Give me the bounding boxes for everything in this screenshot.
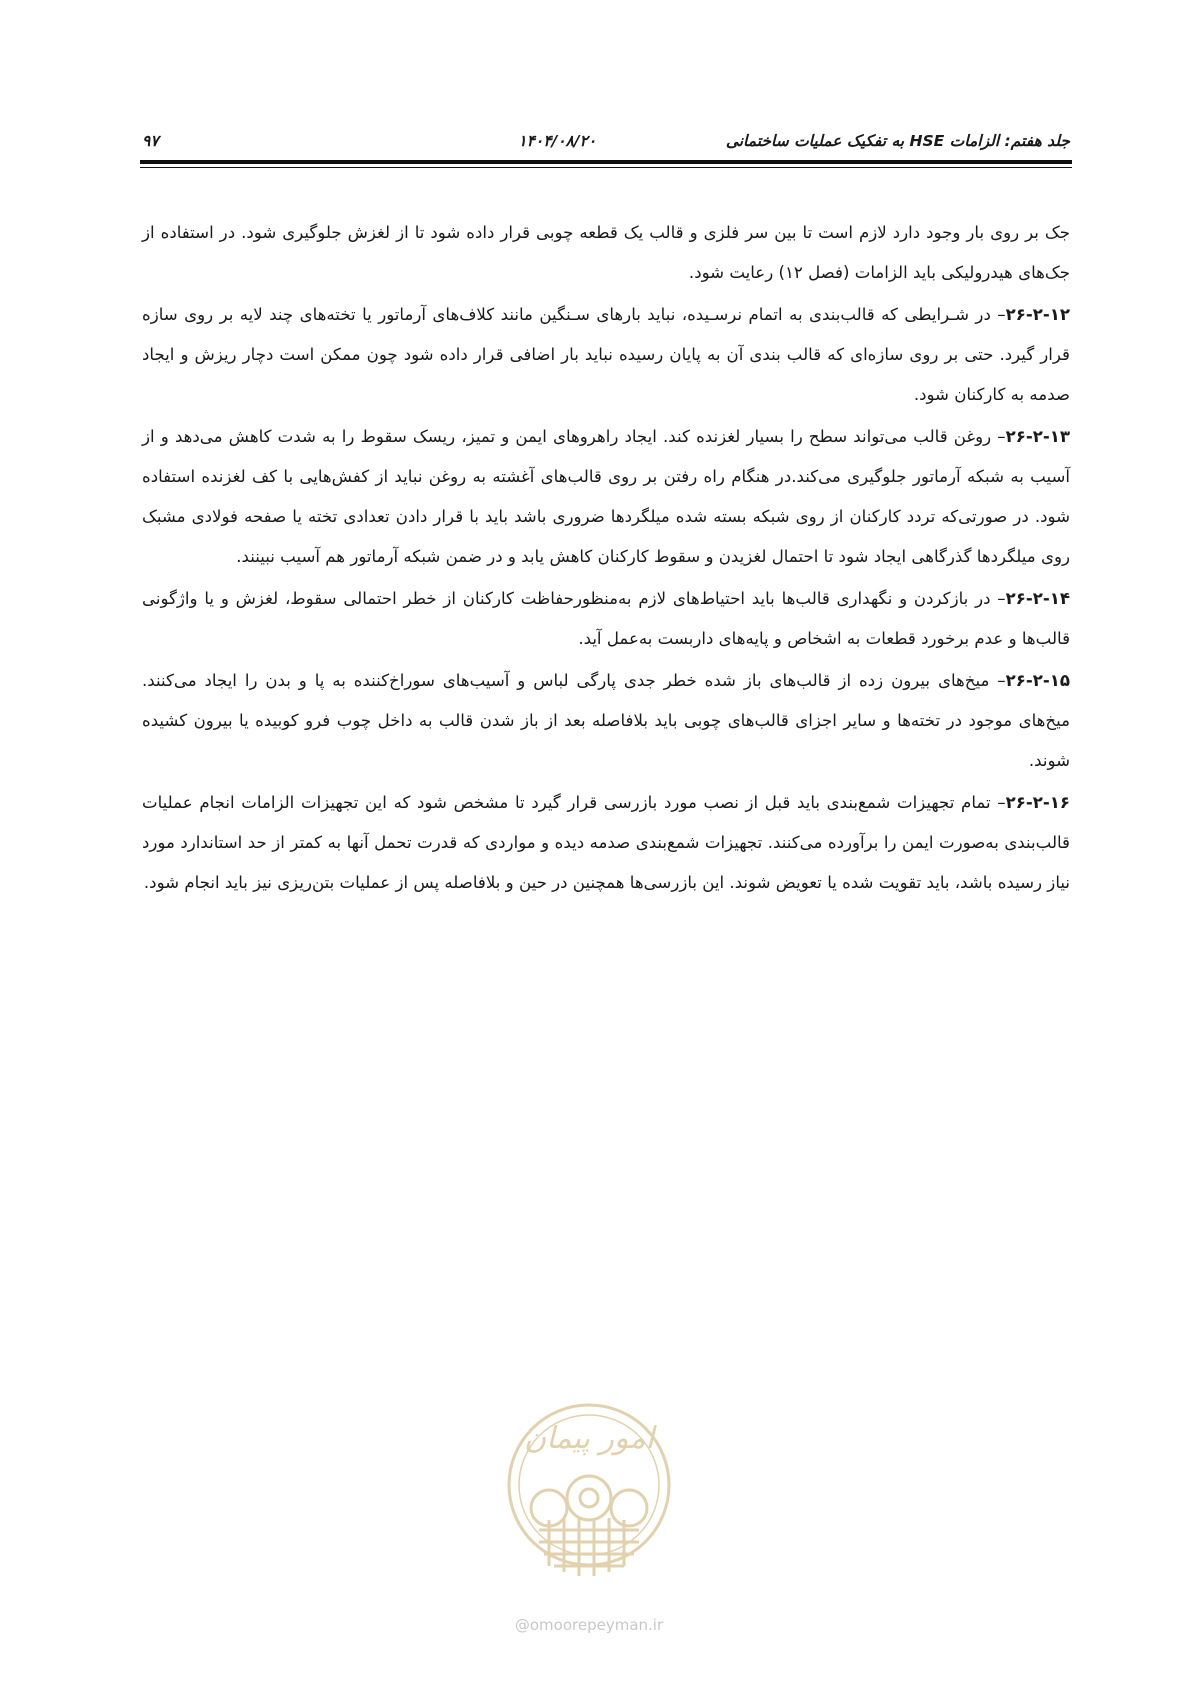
paragraph-text: جک بر روی بار وجود دارد لازم است تا بین سر فلزی و قالب یک قطعه چوبی قرار داده شود تا از لغزش جلوگیری شود. در استفاده از جک‌های هیدرولیکی باید الزامات (فصل ۱۲) رعایت شود. <box>142 223 1070 282</box>
clause-number: ۲۶-۲-۱۳ <box>1005 427 1070 446</box>
paragraph-text: – در بازکردن و نگهداری قالب‌ها باید احتیاط‌های لازم به‌منظورحفاظت کارکنان از خطر احتمالی سقوط، لغزش و یا واژگونی قالب‌ها و عدم برخورد قطعات به اشخاص و پایه‌های داربست به‌عمل آید. <box>142 589 1070 648</box>
header-rule-thick <box>140 160 1072 164</box>
paragraph-text: – میخ‌های بیرون زده از قالب‌های باز شده خطر جدی پارگی لباس و آسیب‌های سوراخ‌کننده به پا و بدن را ایجاد می‌کنند. میخ‌های موجود در تخته‌ها و سایر اجزای قالب‌های چوبی باید بلافاصله بعد از باز شدن قالب به داخل چوب فرو کوبیده یا بیرون کشیده شوند. <box>142 671 1070 770</box>
page-header <box>142 128 1070 154</box>
watermark-logo-text: امور پیمان <box>524 1421 654 1456</box>
clause-26-2-13 <box>142 417 1070 577</box>
paragraph-text: – در شـرایطی که قالب‌بندی به اتمام نرسـیده، نباید بارهای سـنگین مانند کلاف‌های آرماتور یا تخته‌های چند لایه بر روی سازه قرار گیرد. حتی بر روی سازه‌ای که قالب بندی آن به پایان رسیده نباید بار اضافی قرار داده شود چون ممکن است دچار ریزش و ایجاد صدمه به کارکنان شود. <box>142 305 1070 404</box>
header-date: ۱۴۰۴/۰۸/۲۰ <box>518 132 597 150</box>
clause-number: ۲۶-۲-۱۶ <box>1005 793 1070 812</box>
header-rule-thin <box>140 167 1072 168</box>
clause-26-2-15 <box>142 661 1070 781</box>
paragraph-continuation <box>142 213 1070 293</box>
clause-number: ۲۶-۲-۱۴ <box>1005 589 1070 608</box>
clause-number: ۲۶-۲-۱۲ <box>1005 305 1070 324</box>
clause-26-2-12 <box>142 295 1070 415</box>
watermark-logo-icon <box>484 1390 694 1610</box>
watermark-url: @omoorepeyman.ir <box>514 1616 664 1634</box>
header-title: جلد هفتم: الزامات HSE به تفکیک عملیات ساختمانی <box>725 132 1070 150</box>
clause-number: ۲۶-۲-۱۵ <box>1005 671 1070 690</box>
body-text <box>142 213 1070 905</box>
watermark <box>484 1390 694 1638</box>
page-number: ۹۷ <box>142 132 159 150</box>
clause-26-2-16 <box>142 783 1070 903</box>
clause-26-2-14 <box>142 579 1070 659</box>
paragraph-text: – تمام تجهیزات شمع‌بندی باید قبل از نصب مورد بازرسی قرار گیرد تا مشخص شود که این تجهیزات الزامات انجام عملیات قالب‌بندی به‌صورت ایمن را برآورده می‌کنند. تجهیزات شمع‌بندی صدمه دیده و مواردی که قدرت تحمل آنها به کمتر از حد استاندارد مورد نیاز رسیده باشد، باید تقویت شده یا تعویض شوند. این بازرسی‌ها همچنین در حین و بلافاصله پس از عملیات بتن‌ریزی نیز باید انجام شود. <box>142 793 1070 892</box>
paragraph-text: – روغن قالب می‌تواند سطح را بسیار لغزنده کند. ایجاد راهروهای ایمن و تمیز، ریسک سقوط را به شدت کاهش می‌دهد و از آسیب به شبکه آرماتور جلوگیری می‌کند.در هنگام راه رفتن بر روی قالب‌های آغشته به روغن نباید از کفش‌هایی با کف لغزنده استفاده شود. در صورتی‌که تردد کارکنان از روی شبکه بسته شده میلگردها ضروری باشد باید با قرار دادن تعدادی تخته یا صفحه فولادی مشبک روی میلگردها گذرگاهی ایجاد شود تا احتمال لغزیدن و سقوط کارکنان کاهش یابد و در ضمن شبکه آرماتور هم آسیب نبینند. <box>142 427 1070 566</box>
